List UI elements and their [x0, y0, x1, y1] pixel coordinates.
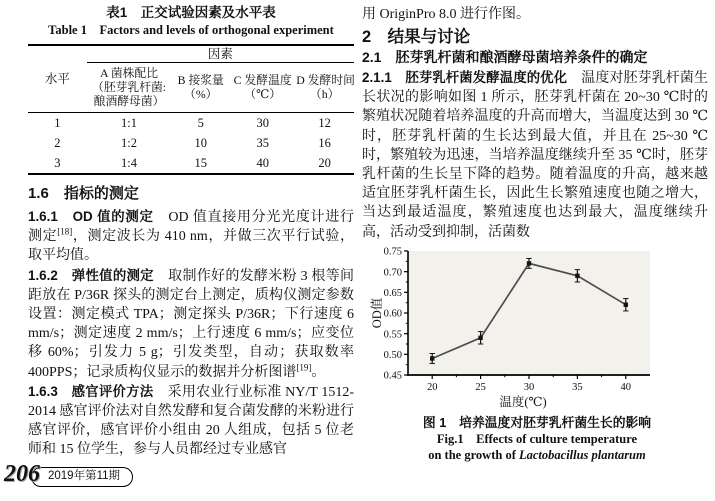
subsection-label-2-1-1: 2.1.1 胚芽乳杆菌发酵温度的优化: [362, 70, 568, 85]
right-column: [362, 5, 708, 464]
table1-header-factors: 因素: [87, 45, 354, 63]
figure1-captions: [370, 414, 704, 464]
table1-title-en: Table 1 Factors and levels of orthogonal experiment: [48, 23, 334, 37]
intro-line: 用 OriginPro 8.0 进行作图。: [362, 7, 530, 22]
figure1-chart-area: [370, 245, 704, 411]
svg-text:0.75: 0.75: [383, 246, 402, 258]
figure1-caption-en-1: Fig.1 Effects of culture temperature: [436, 431, 638, 446]
svg-text:0.65: 0.65: [383, 287, 402, 299]
svg-text:0.70: 0.70: [383, 267, 402, 279]
svg-text:20: 20: [426, 381, 438, 393]
svg-text:40: 40: [620, 381, 632, 393]
svg-text:温度(℃): 温度(℃): [499, 394, 547, 409]
paragraph-1-6-2: 1.6.2 弹性值的测定 取制作好的发酵米粉 3 根等间距放在 P/36R 探头的测定台上测定，质构仪测定参数设置：测定模式 TPA；测定探头 P/36R；下行速度 6 mm/s；测定速度 2 mm/s；上行速度 6 mm/s；应变位移 60%；引发力 5 g；引发类型，自动；获取数率 400PPS；记录质构仪显示的数据并分析图谱[19]。: [28, 267, 354, 380]
svg-text:35: 35: [572, 381, 583, 393]
svg-text:25: 25: [475, 381, 486, 393]
species-name: Lactobacillus plantarum: [518, 448, 646, 463]
table-row: 2 1:2 10 35 16: [54, 136, 331, 150]
paragraph-1-6-1: 1.6.1 OD 值的测定 OD 值直接用分光光度计进行测定[18]，测定波长为 410 nm，并做三次平行试验，取平均值。: [28, 209, 354, 264]
section-heading-1-6: 1.6 指标的测定: [28, 185, 139, 202]
svg-text:OD值: OD值: [370, 297, 384, 329]
figure1-caption-cn: 图 1 培养温度对胚芽乳杆菌生长的影响: [422, 414, 652, 430]
page-footer: [4, 461, 133, 487]
svg-text:30: 30: [523, 381, 535, 393]
table1-col-time: D 发酵时间 （h）: [295, 63, 354, 113]
svg-text:0.60: 0.60: [383, 308, 402, 320]
subsection-label-1-6-2: 1.6.2 弹性值的测定: [28, 267, 154, 283]
svg-text:0.55: 0.55: [383, 329, 402, 341]
left-column: [28, 5, 354, 460]
table1-orthogonal-factors: [28, 44, 354, 175]
paragraph-1-6-3: 1.6.3 感官评价方法 采用农业行业标准 NY/T 1512-2014 感官评价法对自然发酵和复合菌发酵的米粉进行感官评价，感官评价小组由 20 人组成，包括 5 位老师和 15 位学生，参与人员都经过专业感官: [28, 383, 354, 458]
table1-title-cn: 表1 正交试验因素及水平表: [106, 5, 276, 20]
table1-col-inoculum: B 接浆量 （%）: [171, 63, 230, 113]
citation-ref-19: [19]: [296, 361, 312, 372]
page-number: 206: [4, 461, 40, 487]
svg-text:0.45: 0.45: [383, 370, 402, 382]
section-heading-2-1: 2.1 胚芽乳杆菌和酿酒酵母菌培养条件的确定: [362, 49, 648, 65]
table1-col-strain-ratio: A 菌株配比 （胚芽乳杆菌: 酿酒酵母菌）: [87, 63, 172, 113]
table-row: 1 1:1 5 30 12: [54, 116, 331, 130]
section-heading-2: 2 结果与讨论: [362, 28, 471, 46]
citation-ref-18: [18]: [57, 226, 73, 237]
table1-col-temperature: C 发酵温度 （℃）: [230, 63, 295, 113]
issue-badge: 2019年第11期: [31, 467, 133, 487]
paragraph-2-1-1: 2.1.1 胚芽乳杆菌发酵温度的优化 温度对胚芽乳杆菌生长状况的影响如图 1 所示，胚芽乳杆菌在 20~30 ℃时的繁殖状况随着培养温度的升高而增大，当温度达到 30 ℃时，胚芽乳杆菌的生长达到最大值，并且在 25~30 ℃时，繁殖较为迅速，当培养温度继续升至 35 ℃时，胚芽乳杆菌的生长呈下降的趋势。随着温度的升高，越来越适宜胚芽乳杆菌生长，因此生长繁殖速度也随之增大，当达到最适温度，繁殖速度也达到最大，温度继续升高，活动受到抑制，活菌数: [362, 70, 708, 240]
table1-header-level: 水平: [28, 45, 87, 113]
figure1-chart: [370, 245, 704, 411]
figure1-caption-en-2: on the growth of Lactobacillus plantarum: [428, 448, 646, 463]
svg-text:0.50: 0.50: [383, 349, 402, 361]
subsection-label-1-6-1: 1.6.1 OD 值的测定: [28, 209, 154, 224]
subsection-label-1-6-3: 1.6.3 感官评价方法: [28, 383, 154, 399]
table-row: 3 1:4 15 40 20: [54, 156, 331, 170]
